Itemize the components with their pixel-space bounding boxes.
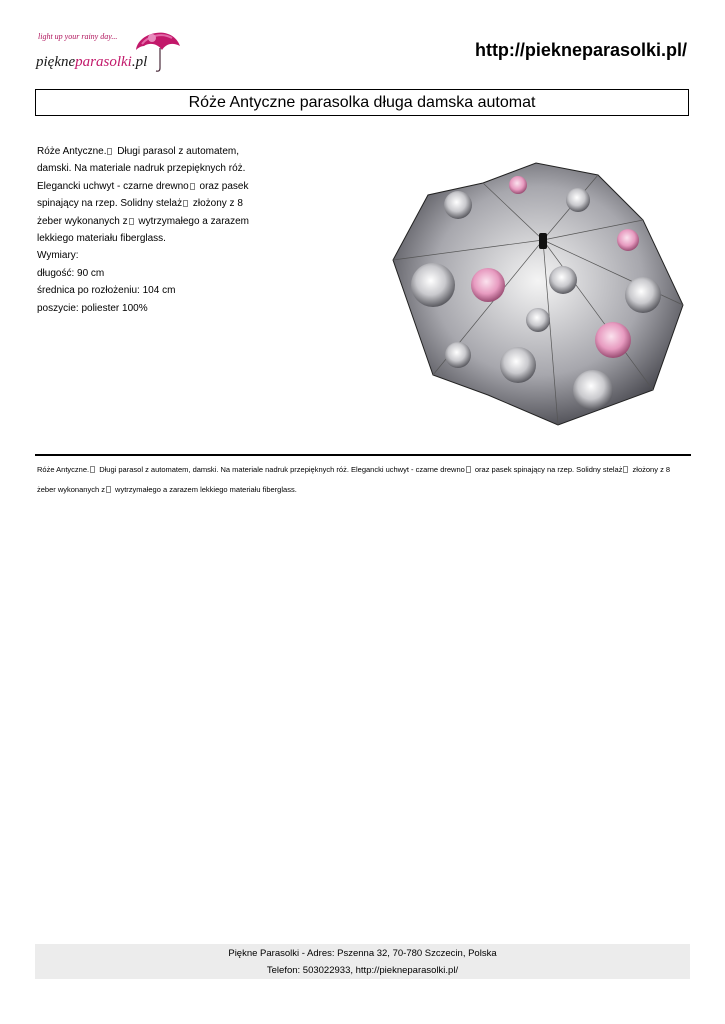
missing-glyph-icon bbox=[183, 200, 188, 207]
site-url-link[interactable]: http://piekneparasolki.pl/ bbox=[474, 40, 687, 60]
missing-glyph-icon bbox=[466, 466, 471, 473]
footer-contact: Telefon: 503022933, http://piekneparasolki.pl/ bbox=[266, 965, 459, 976]
section-divider bbox=[35, 454, 691, 456]
product-title: Róże Antyczne parasolka długa damska automat bbox=[35, 89, 689, 116]
dimension-length: długość: 90 cm bbox=[37, 267, 105, 279]
description-line: Elegancki uchwyt - czarne drewno oraz pasek bbox=[37, 180, 249, 192]
site-logo[interactable] bbox=[36, 24, 186, 80]
missing-glyph-icon bbox=[623, 466, 628, 473]
description-line: spinający na rzep. Solidny stelaż złożony z 8 bbox=[37, 198, 243, 210]
logo-name: piękneparasolki.pl bbox=[36, 54, 148, 70]
dimensions-header: Wymiary: bbox=[37, 250, 79, 262]
missing-glyph-icon bbox=[190, 183, 195, 190]
description-line: żeber wykonanych z wytrzymałego a zarazem bbox=[37, 215, 249, 227]
page-footer bbox=[35, 944, 690, 979]
umbrella-rose-print-image[interactable] bbox=[388, 145, 688, 435]
missing-glyph-icon bbox=[129, 218, 134, 225]
dimension-cover: poszycie: poliester 100% bbox=[37, 302, 148, 314]
short-description: Róże Antyczne. Długi parasol z automatem, damski. Na materiale nadruk przepięknych róż. Elegancki uchwyt - czarne drewno oraz pasek spinający na rzep. Solidny stelaż złożony z 8 żeber wykonanych z wytrzymałego a zarazem lekkiego materiału fiberglass. bbox=[37, 465, 671, 494]
product-description bbox=[37, 143, 267, 317]
description-line: lekkiego materiału fiberglass. bbox=[37, 233, 166, 245]
logo-tagline: light up your rainy day... bbox=[38, 32, 118, 41]
description-line: damski. Na materiale nadruk przepięknych róż. bbox=[37, 163, 246, 175]
missing-glyph-icon bbox=[90, 466, 95, 473]
footer-address: Piękne Parasolki - Adres: Pszenna 32, 70-780 Szczecin, Polska bbox=[228, 948, 497, 959]
missing-glyph-icon bbox=[106, 486, 111, 493]
description-line: Róże Antyczne. Długi parasol z automatem, bbox=[37, 146, 239, 157]
umbrella-tip bbox=[539, 233, 547, 249]
missing-glyph-icon bbox=[107, 148, 112, 155]
dimension-diameter: średnica po rozłożeniu: 104 cm bbox=[37, 285, 176, 297]
